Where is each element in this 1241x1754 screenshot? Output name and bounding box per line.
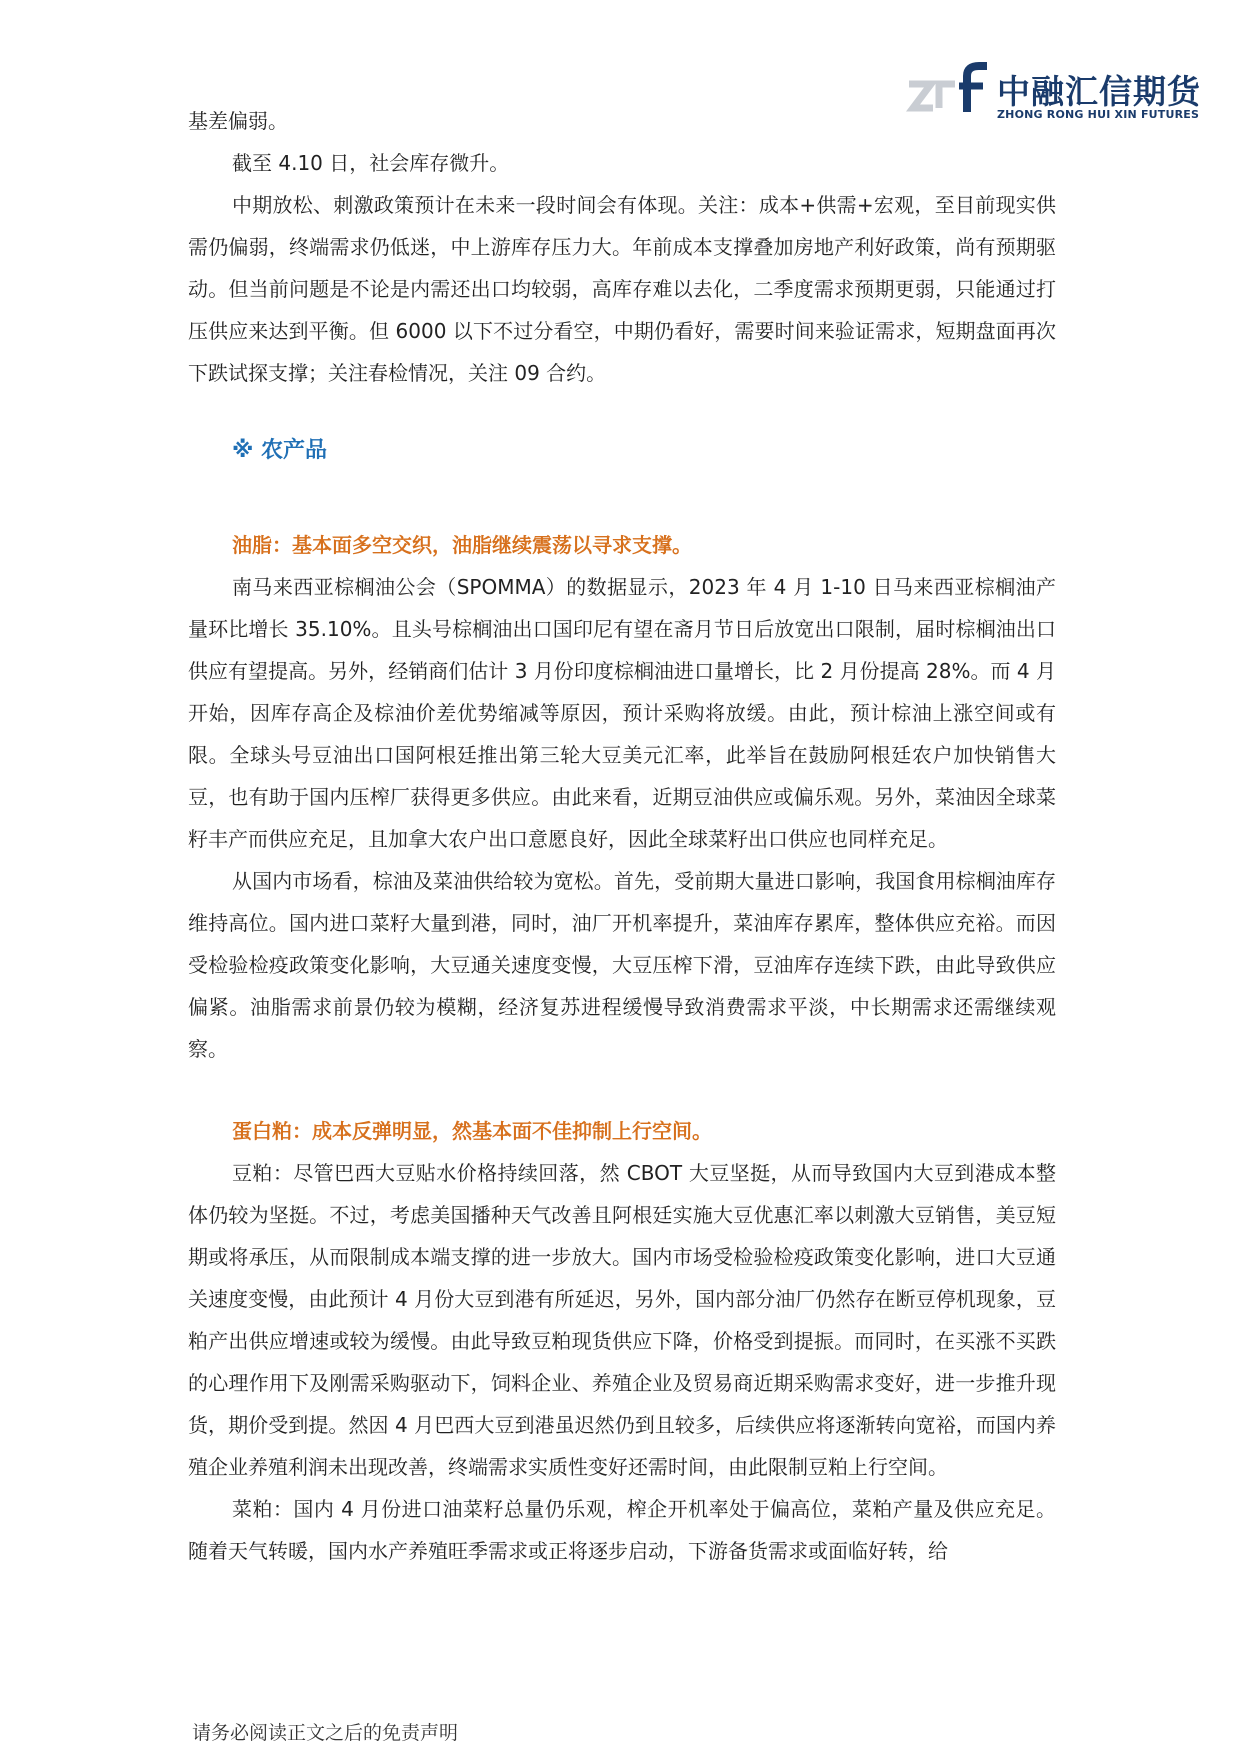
paragraph-basis: 基差偏弱。 [188, 109, 288, 133]
section-title-agriculture: ※ 农产品 [232, 438, 328, 463]
disclaimer-footer: 请务必阅读正文之后的免责声明 [192, 1722, 459, 1744]
document-body [188, 100, 1056, 1572]
meal-heading: 蛋白粕：成本反弹明显，然基本面不佳抑制上行空间。 [232, 1119, 712, 1143]
meal-paragraph-soymeal: 豆粕：尽管巴西大豆贴水价格持续回落，然 CBOT 大豆坚挺，从而导致国内大豆到港成本整体仍较为坚挺。不过，考虑美国播种天气改善且阿根廷实施大豆优惠汇率以刺激大豆销售，美豆短期或将承压，从而限制成本端支撑的进一步放大。国内市场受检验检疫政策变化影响，进口大豆通关速度变慢，由此预计 4 月份大豆到港有所延迟，另外，国内部分油厂仍然存在断豆停机现象，豆粕产出供应增速或较为缓慢。由此导致豆粕现货供应下降，价格受到提振。而同时，在买涨不买跌的心理作用下及刚需采购驱动下，饲料企业、养殖企业及贸易商近期采购需求变好，进一步推升现货，期价受到提。然因 4 月巴西大豆到港虽迟然仍到且较多，后续供应将逐渐转向宽裕，而国内养殖企业养殖利润未出现改善，终端需求实质性变好还需时间，由此限制豆粕上行空间。 [188, 1161, 1056, 1479]
logo-chinese-name: 中融汇信期货 [997, 72, 1201, 111]
logo-english-name: ZHONG RONG HUI XIN FUTURES [997, 108, 1200, 121]
paragraph-outlook: 中期放松、刺激政策预计在未来一段时间会有体现。关注：成本+供需+宏观，至目前现实供需仍偏弱，终端需求仍低迷，中上游库存压力大。年前成本支撑叠加房地产利好政策，尚有预期驱动。但当前问题是不论是内需还出口均较弱，高库存难以去化，二季度需求预期更弱，只能通过打压供应来达到平衡。但 6000 以下不过分看空，中期仍看好，需要时间来验证需求，短期盘面再次下跌试探支撑；关注春检情况，关注 09 合约。 [188, 193, 1056, 385]
oil-heading: 油脂：基本面多空交织，油脂继续震荡以寻求支撑。 [232, 533, 692, 557]
oil-paragraph-2: 从国内市场看，棕油及菜油供给较为宽松。首先，受前期大量进口影响，我国食用棕榈油库存维持高位。国内进口菜籽大量到港，同时，油厂开机率提升，菜油库存累库，整体供应充裕。而因受检验检疫政策变化影响，大豆通关速度变慢，大豆压榨下滑，豆油库存连续下跌，由此导致供应偏紧。油脂需求前景仍较为模糊，经济复苏进程缓慢导致消费需求平淡，中长期需求还需继续观察。 [188, 869, 1056, 1061]
meal-paragraph-rapeseed-meal: 菜粕：国内 4 月份进口油菜籽总量仍乐观，榨企开机率处于偏高位，菜粕产量及供应充足。随着天气转暖，国内水产养殖旺季需求或正将逐步启动，下游备货需求或面临好转，给 [188, 1497, 1056, 1563]
oil-paragraph-1: 南马来西亚棕榈油公会（SPOMMA）的数据显示，2023 年 4 月 1-10 日马来西亚棕榈油产量环比增长 35.10%。且头号棕榈油出口国印尼有望在斋月节日后放宽出口限制，届时棕榈油出口供应有望提高。另外，经销商们估计 3 月份印度棕榈油进口量增长，比 2 月份提高 28%。而 4 月开始，因库存高企及棕油价差优势缩减等原因，预计采购将放缓。由此，预计棕油上涨空间或有限。全球头号豆油出口国阿根廷推出第三轮大豆美元汇率，此举旨在鼓励阿根廷农户加快销售大豆，也有助于国内压榨厂获得更多供应。由此来看，近期豆油供应或偏乐观。另外，菜油因全球菜籽丰产而供应充足，且加拿大农户出口意愿良好，因此全球菜籽出口供应也同样充足。 [188, 575, 1056, 851]
paragraph-inventory: 截至 4.10 日，社会库存微升。 [232, 151, 510, 175]
